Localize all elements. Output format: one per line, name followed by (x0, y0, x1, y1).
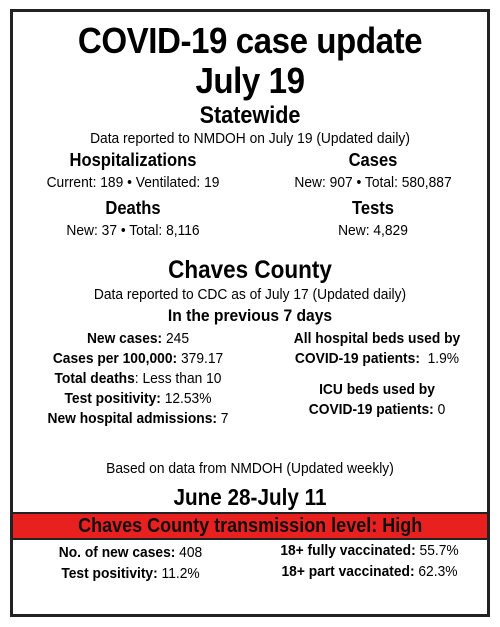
stat-total-deaths: Total deaths: Less than 10 (54, 370, 222, 387)
stat-cases-per-100k: Cases per 100,000: 379.17 (52, 350, 224, 367)
stat-new-cases: New cases: 245 (86, 330, 190, 347)
statewide-source: Data reported to NMDOH on July 19 (Updated daily) (90, 130, 410, 147)
title-row (13, 20, 487, 62)
deaths-label: Deaths (105, 198, 161, 218)
hospitalizations-value: Current: 189 • Ventilated: 19 (46, 174, 220, 191)
weekly-stats-right (248, 542, 491, 580)
county-stats-right (263, 330, 491, 418)
page-title: COVID-19 case update (77, 20, 423, 61)
county-heading: Chaves County (168, 256, 332, 284)
tests-label: Tests (351, 198, 395, 218)
deaths-value: New: 37 • Total: 8,116 (66, 222, 200, 239)
stat-test-positivity: Test positivity: 12.53% (64, 390, 212, 407)
county-period-row (13, 306, 487, 326)
county-period: In the previous 7 days (167, 306, 333, 325)
weekly-test-positivity: Test positivity: 11.2% (61, 565, 200, 582)
transmission-level: Chaves County transmission level: High (77, 515, 423, 537)
cases-value: New: 907 • Total: 580,887 (294, 174, 452, 191)
statewide-source-row (13, 130, 487, 147)
cases-label: Cases (348, 150, 398, 170)
tests-block (253, 198, 493, 239)
county-heading-row (13, 256, 487, 285)
weekly-stats-left (13, 544, 248, 582)
transmission-banner (13, 512, 487, 540)
county-source-row (13, 286, 487, 303)
beds-icu-line1: ICU beds used by (319, 381, 435, 398)
hospitalizations-label: Hospitalizations (69, 150, 197, 170)
weekly-source: Based on data from NMDOH (Updated weekly) (106, 460, 394, 477)
statewide-heading-row (13, 102, 487, 130)
weekly-range-row (13, 484, 487, 511)
beds-all-line1: All hospital beds used by (293, 330, 461, 347)
statewide-heading: Statewide (199, 102, 301, 129)
stat-hospital-admissions: New hospital admissions: 7 (47, 410, 229, 427)
county-stats-left (13, 330, 263, 427)
weekly-new-cases: No. of new cases: 408 (58, 544, 203, 561)
hospitalizations-block (13, 150, 253, 191)
update-card (10, 9, 490, 617)
part-vaccinated: 18+ part vaccinated: 62.3% (281, 563, 458, 580)
tests-value: New: 4,829 (338, 222, 408, 239)
fully-vaccinated: 18+ fully vaccinated: 55.7% (280, 542, 459, 559)
cases-block (253, 150, 493, 191)
beds-all-line2: COVID-19 patients: 1.9% (294, 350, 460, 367)
weekly-source-row (13, 460, 487, 477)
weekly-range: June 28-July 11 (173, 484, 327, 510)
date-row (13, 60, 487, 102)
beds-icu-line2: COVID-19 patients: 0 (308, 401, 446, 418)
county-source: Data reported to CDC as of July 17 (Updated daily) (93, 286, 407, 303)
deaths-block (13, 198, 253, 239)
report-date: July 19 (195, 60, 305, 101)
